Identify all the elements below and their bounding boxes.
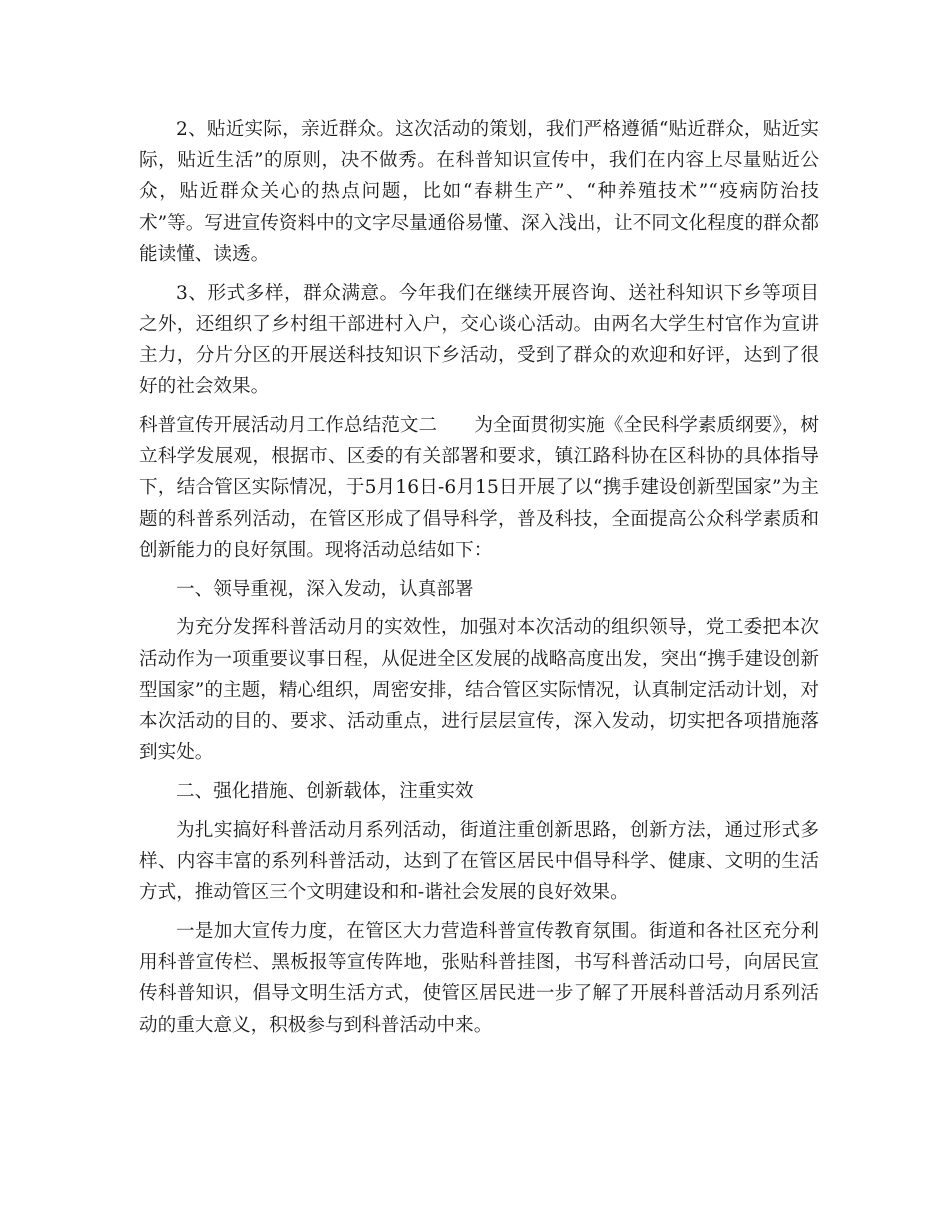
section-heading-measures: 二、强化措施、创新载体，注重实效 <box>176 781 474 803</box>
paragraph-measures: 为扎实搞好科普活动月系列活动，街道注重创新思路，创新方法，通过形式多样、内容丰富的系列科普活动，达到了在管区居民中倡导科学、健康、文明的生活方式，推动管区三个文明建设和和-谐社会发展的良好效果。 <box>139 819 819 904</box>
document-body <box>139 114 819 1048</box>
paragraph-close-to-reality: 2、贴近实际，亲近群众。这次活动的策划，我们严格遵循“贴近群众，贴近实际，贴近生活”的原则，决不做秀。在科普知识宣传中，我们在内容上尽量贴近公众，贴近群众关心的热点问题，比如“春耕生产”、“种养殖技术”“疫病防治技术”等。写进宣传资料中的文字尽量通俗易懂、深入浅出，让不同文化程度的群众都能读懂、读透。 <box>139 119 819 265</box>
section-heading-leadership: 一、领导重视，深入发动，认真部署 <box>176 578 474 600</box>
paragraph-leadership: 为充分发挥科普活动月的实效性，加强对本次活动的组织领导，党工委把本次活动作为一项重要议事日程，从促进全区发展的战略高度出发，突出“携手建设创新型国家”的主题，精心组织，周密安排，结合管区实际情况，认真制定活动计划，对本次活动的目的、要求、活动重点，进行层层宣传，深入发动，切实把各项措施落到实处。 <box>139 617 819 764</box>
paragraph-sample-two-intro: 科普宣传开展活动月工作总结范文二 为全面贯彻实施《全民科学素质纲要》，树立科学发展观，根据市、区委的有关部署和要求，镇江路科协在区科协的具体指导下，结合管区实际情况，于5月16日-6月15日开展了以“携手建设创新型国家”为主题的科普系列活动，在管区形成了倡导科学，普及科技，全面提高公众科学素质和创新能力的良好氛围。现将活动总结如下： <box>139 415 819 561</box>
paragraph-publicity: 一是加大宣传力度，在管区大力营造科普宣传教育氛围。街道和各社区充分利用科普宣传栏、黑板报等宣传阵地，张贴科普挂图，书写科普活动口号，向居民宣传科普知识，倡导文明生活方式，使管区居民进一步了解了开展科普活动月系列活动的重大意义，积极参与到科普活动中来。 <box>139 921 819 1036</box>
paragraph-diverse-forms: 3、形式多样，群众满意。今年我们在继续开展咨询、送社科知识下乡等项目之外，还组织了乡村组干部进村入户，交心谈心活动。由两名大学生村官作为宣讲主力，分片分区的开展送科技知识下乡活动，受到了群众的欢迎和好评，达到了很好的社会效果。 <box>139 282 819 398</box>
